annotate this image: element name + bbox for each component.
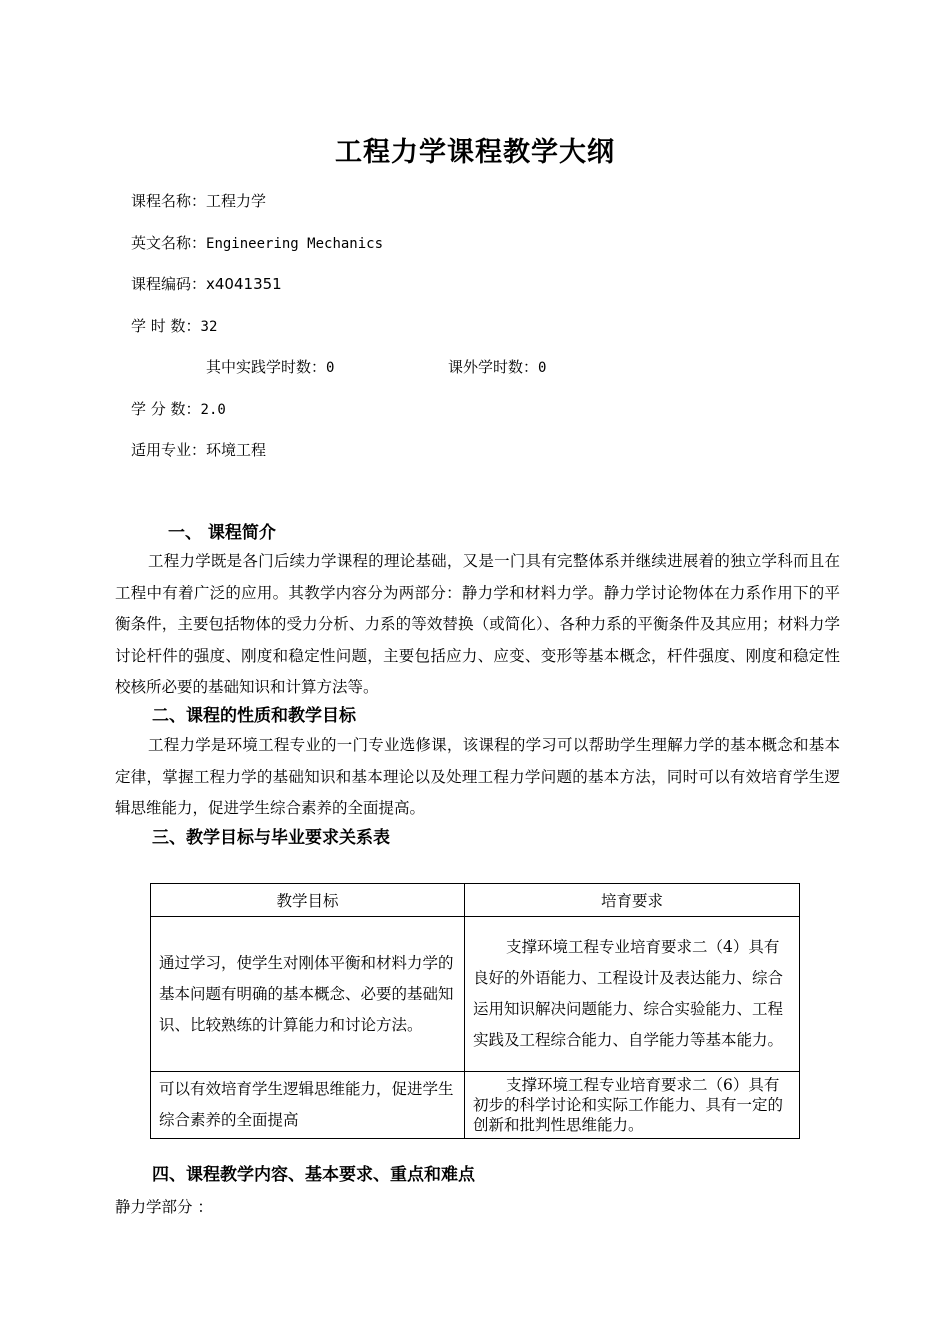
extra-hours-label: 课外学时数：: [448, 358, 539, 376]
table-cell-goal: 可以有效培育学生逻辑思维能力，促进学生综合素养的全面提高: [151, 1072, 465, 1139]
practice-hours-line: [206, 357, 334, 378]
section-3-heading: 三、教学目标与毕业要求关系表: [152, 828, 390, 848]
table-row: [151, 917, 800, 1072]
course-name-value: 工程力学: [206, 192, 267, 210]
table-header-requirement: 培育要求: [465, 884, 800, 917]
extra-hours-value: 0: [538, 360, 547, 376]
english-name-label: 英文名称：: [131, 234, 207, 252]
section-2-body: 工程力学是环境工程专业的一门专业选修课，该课程的学习可以帮助学生理解力学的基本概念和基本定律，掌握工程力学的基础知识和基本理论以及处理工程力学问题的基本方法，同时可以有效培育学生逻辑思维能力，促进学生综合素养的全面提高。: [115, 736, 840, 817]
major-value: 环境工程: [206, 441, 267, 459]
table-header-goal: 教学目标: [151, 884, 465, 917]
table-cell-requirement: 支撑环境工程专业培育要求二（4）具有良好的外语能力、工程设计及表达能力、综合运用知识解决问题能力、综合实验能力、工程实践及工程综合能力、自学能力等基本能力。: [465, 917, 800, 1072]
section-1-body: 工程力学既是各门后续力学课程的理论基础，又是一门具有完整体系并继续进展着的独立学科而且在工程中有着广泛的应用。其教学内容分为两部分：静力学和材料力学。静力学讨论物体在力系作用下的平衡条件，主要包括物体的受力分析、力系的等效替换（或简化）、各种力系的平衡条件及其应用；材料力学讨论杆件的强度、刚度和稳定性问题，主要包括应力、应变、变形等基本概念，杆件强度、刚度和稳定性校核所必要的基础知识和计算方法等。: [115, 552, 840, 696]
course-code-value: x4041351: [206, 275, 282, 293]
section-2-heading: 二、课程的性质和教学目标: [152, 706, 356, 726]
table-cell-requirement: 支撑环境工程专业培育要求二（6）具有初步的科学讨论和实际工作能力、具有一定的创新和批判性思维能力。: [465, 1072, 800, 1139]
goals-requirements-table: [150, 883, 800, 1139]
section-4-heading: 四、课程教学内容、基本要求、重点和难点: [152, 1165, 475, 1185]
major-line: [131, 440, 266, 460]
course-name-label: 课程名称：: [131, 192, 207, 210]
course-name-line: [131, 191, 266, 211]
hours-label: 学 时 数：: [131, 317, 201, 335]
document-title: 工程力学课程教学大纲: [335, 137, 615, 168]
credit-line: [131, 399, 226, 420]
table-cell-goal: 通过学习，使学生对刚体平衡和材料力学的基本问题有明确的基本概念、必要的基础知识、比较熟练的计算能力和讨论方法。: [151, 917, 465, 1072]
hours-value: 32: [200, 319, 218, 335]
statics-subheading: 静力学部分 ：: [115, 1198, 213, 1216]
practice-hours-label: 其中实践学时数：: [206, 358, 327, 376]
credit-label: 学 分 数：: [131, 400, 201, 418]
table-header-row: [151, 884, 800, 917]
course-code-label: 课程编码：: [131, 275, 207, 293]
extra-hours-line: [448, 357, 546, 378]
english-name-line: [131, 233, 383, 254]
credit-value: 2.0: [200, 402, 226, 418]
major-label: 适用专业：: [131, 441, 207, 459]
section-1-heading: 一、 课程简介: [168, 523, 276, 543]
table-row: [151, 1072, 800, 1139]
english-name-value: Engineering Mechanics: [206, 236, 384, 252]
hours-line: [131, 316, 217, 337]
practice-hours-value: 0: [326, 360, 335, 376]
course-code-line: [131, 274, 282, 294]
